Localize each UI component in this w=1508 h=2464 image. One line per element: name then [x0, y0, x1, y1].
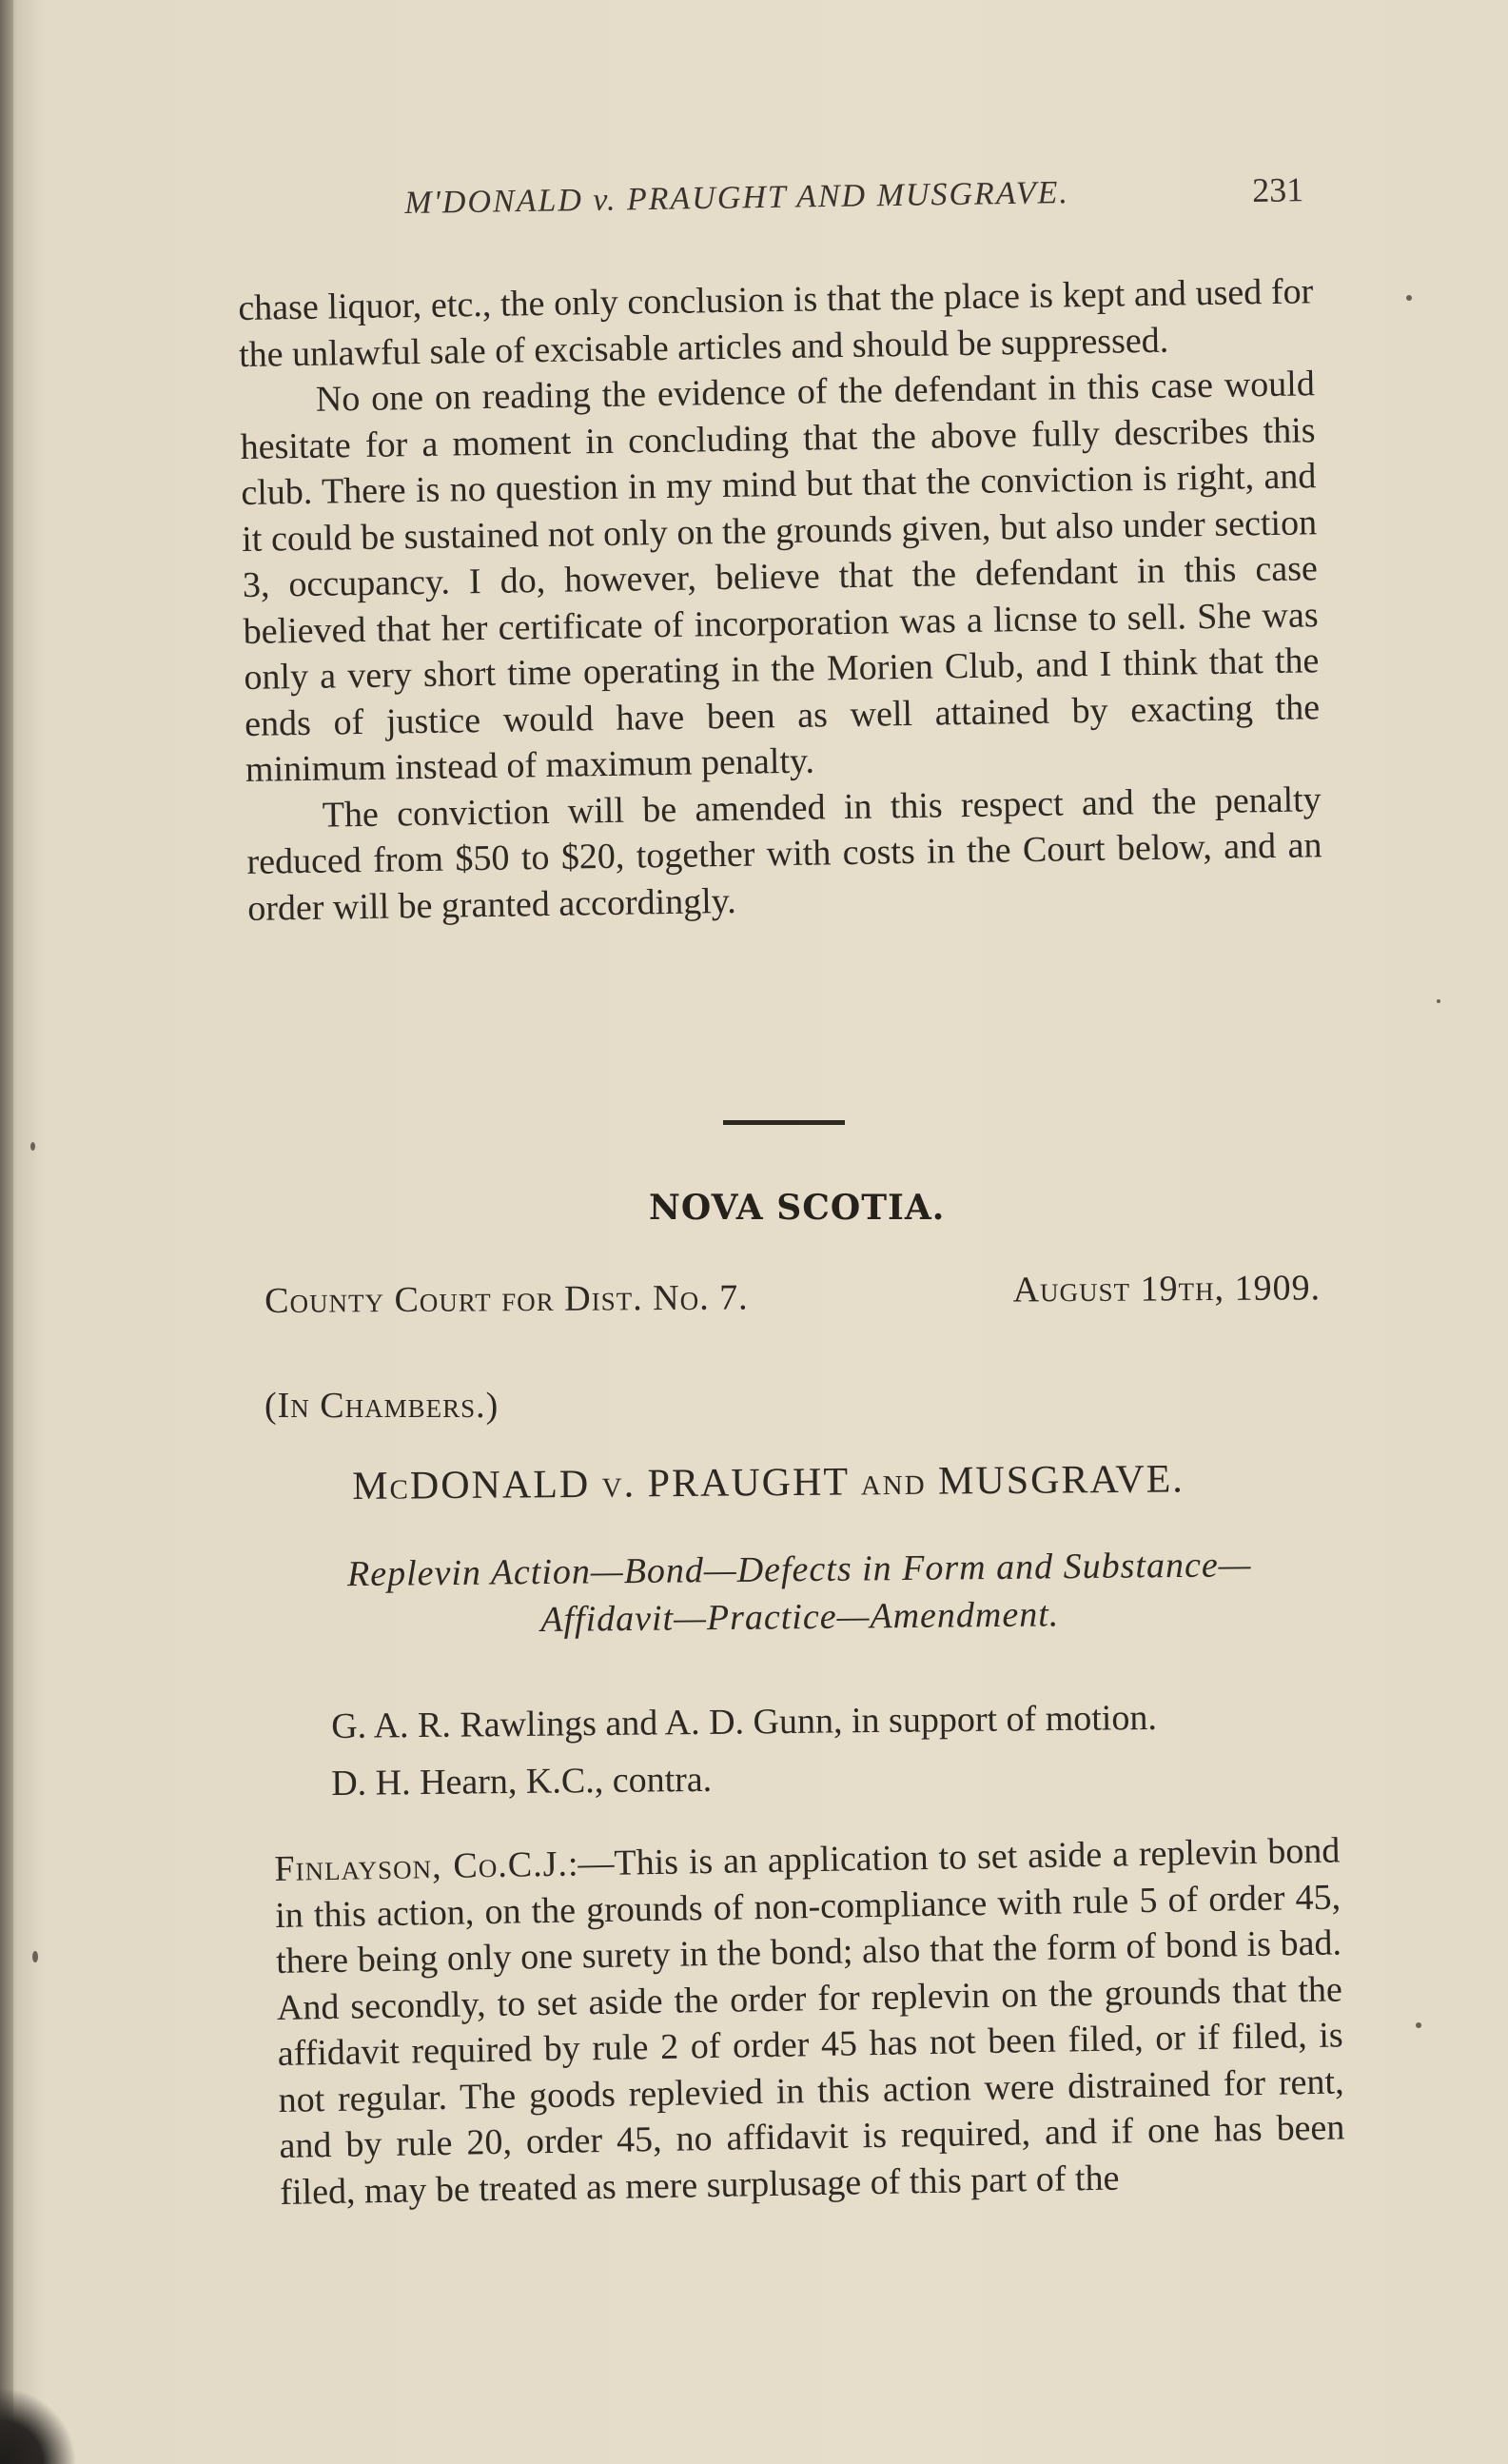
paragraph: chase liquor, etc., the only conclusion is that the place is kept and used for the unlawful sale of excisable articles and should be suppressed. [238, 271, 1314, 375]
section-divider [723, 1120, 845, 1125]
page-corner-shadow [0, 2378, 86, 2464]
book-spine [0, 0, 13, 2464]
paragraph: The conviction will be amended in this respect and the penalty reduced from $50 to $20, together with costs in the Court below, and an order will be granted accordingly. [246, 779, 1322, 929]
headnote-line: Replevin Action—Bond—Defects in Form and Substance— [346, 1545, 1252, 1595]
court-line [264, 1268, 1322, 1328]
ink-speck [32, 1951, 38, 1962]
opinion-text-continued [238, 268, 1323, 932]
section-title: NOVA SCOTIA. [649, 1188, 946, 1228]
page-number: 231 [1251, 170, 1304, 209]
ink-speck [1416, 2022, 1421, 2028]
counsel-support: G. A. R. Rawlings and A. D. Gunn, in support of motion. [331, 1697, 1158, 1746]
judgment-body: :—This is an application to set aside a replevin bond in this action, on the grounds of non-compliance with rule 5 of order 45, there being only one surety in the bond; also that the form of bond is bad. And secondly, to set aside the order for replevin on the grounds that the affidavit required by rule 2 of order 45 has not been filed, or if filed, is not regular. The goods replevied in this action were distrained for rent, and by rule 20, order 45, no affidavit is required, and if one has been filed, may be treated as mere surplusage of this part of the [274, 1830, 1345, 2213]
judge-name: Finlayson, Co.C.J. [274, 1843, 569, 1889]
ink-speck [1437, 999, 1440, 1003]
judgment-text [274, 1827, 1346, 2215]
running-head: M'DONALD v. PRAUGHT AND MUSGRAVE. [404, 175, 1070, 221]
ink-speck [30, 1142, 35, 1151]
case-title: McDONALD v. PRAUGHT and MUSGRAVE. [352, 1457, 1185, 1508]
counsel-contra: D. H. Hearn, K.C., contra. [331, 1759, 713, 1804]
page-header [404, 171, 1304, 233]
paragraph: No one on reading the evidence of the defendant in this case would hesitate for a moment in concluding that the above fully describes this club. There is no question in my mind but that the conviction is right, and it could be sustained not only on the grounds given, but also under section 3, occupancy. I do, however, believe that the defendant in this case believed that her certificate of incorporation was a licnse to sell. She was only a very short time operating in the Morien Club, and I think that the ends of justice would have been as well attained by exacting the minimum instead of maximum penalty. [240, 364, 1321, 790]
chambers-note: (In Chambers.) [264, 1386, 499, 1426]
headnote-line: Affidavit—Practice—Amendment. [540, 1594, 1060, 1640]
decision-date: August 19th, 1909. [1012, 1268, 1322, 1311]
court-name: County Court for Dist. No. 7. [264, 1277, 749, 1321]
ink-speck [1406, 295, 1412, 301]
headnote [266, 1540, 1333, 1646]
